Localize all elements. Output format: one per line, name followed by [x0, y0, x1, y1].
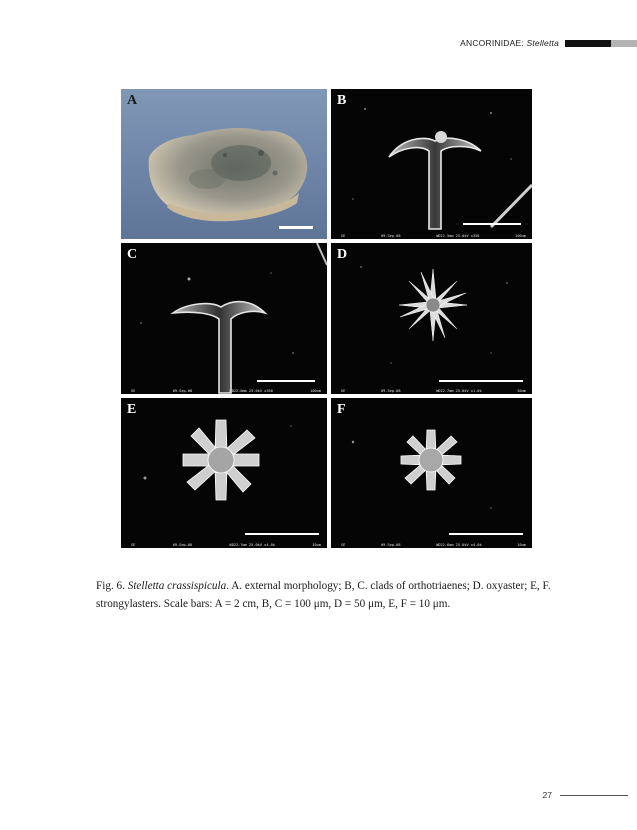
panel-f-scale-bar: [449, 533, 523, 535]
panel-d-sem-info: SE 09-Sep-08 WD22.7mm 25.0kV x1.0k 50um: [341, 389, 526, 393]
panel-c-scale-bar: [257, 380, 315, 382]
panel-f-sem-info: SE 09-Sep-08 WD22.6mm 25.0kV x4.0k 10um: [341, 543, 526, 547]
panel-d-scale-bar: [439, 380, 523, 382]
running-header: [460, 37, 637, 49]
panel-f-sem: [331, 398, 532, 548]
header-family: ANCORINIDAE:: [460, 38, 524, 48]
header-bar-dark: [565, 40, 611, 47]
panel-b-sem-info: SE 09-Sep-08 WD22.5mm 25.0kV x350 100um: [341, 234, 526, 238]
panel-e-sem: [121, 398, 327, 548]
panel-f: [331, 398, 532, 548]
caption-label: Fig. 6.: [96, 580, 125, 593]
panel-b-sem: [331, 89, 532, 239]
panel-a-photo: [121, 89, 327, 239]
panel-d-sem: [331, 243, 532, 394]
running-header-text: [460, 38, 559, 48]
figure-caption: [96, 577, 556, 613]
page-footer: [543, 789, 637, 801]
figure-6-plate: [121, 89, 532, 548]
panel-e-sem-info: SE 09-Sep-08 WD22.7mm 25.0kV x4.0k 10um: [131, 543, 321, 547]
page-number: 27: [542, 790, 552, 800]
panel-c-letter: C: [127, 247, 138, 262]
panel-a: [121, 89, 327, 239]
panel-c-sem-info: SE 09-Sep-08 WD22.6mm 25.0kV x350 100um: [131, 389, 321, 393]
panel-a-letter: A: [127, 93, 138, 108]
panel-e-letter: E: [127, 402, 137, 417]
panel-d: [331, 243, 532, 394]
header-genus: Stelletta: [526, 38, 559, 48]
panel-e-scale-bar: [245, 533, 319, 535]
panel-b-letter: B: [337, 93, 347, 108]
panel-d-letter: D: [337, 247, 348, 262]
panel-c-sem: [121, 243, 327, 394]
panel-b-scale-bar: [463, 223, 521, 225]
panel-c: [121, 243, 327, 394]
panel-b: [331, 89, 532, 239]
caption-species: Stelletta crassispicula: [127, 580, 227, 593]
header-bar-light: [611, 40, 637, 47]
panel-e: [121, 398, 327, 548]
footer-rule: [560, 795, 628, 796]
caption-text: . A. external morphology; B, C. clads of orthotriaenes; D. oxyaster; E, F. strongylasters. Scale bars: A = 2 cm, B, C = 100 μm, D = 50 μm, E, F = 10 μm.: [96, 580, 551, 611]
panel-f-letter: F: [337, 402, 346, 417]
panel-a-scale-bar: [279, 226, 313, 229]
